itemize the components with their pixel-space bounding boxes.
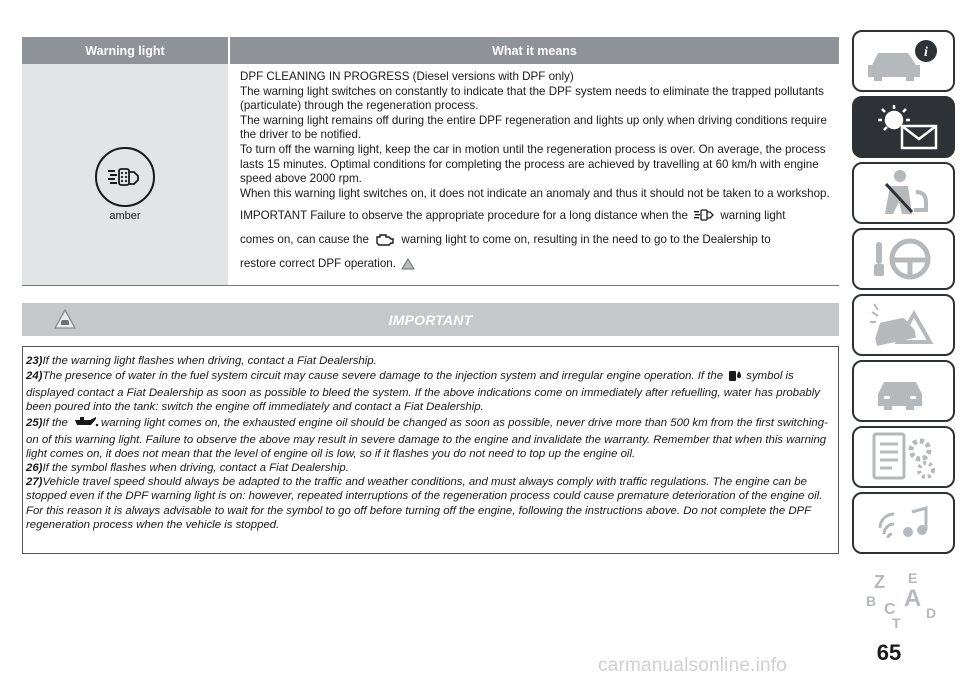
tab-technical-data[interactable] [852, 426, 955, 488]
engine-icon [374, 232, 396, 253]
note-24 [26, 368, 832, 414]
note-text: The presence of water in the fuel system circuit may cause severe damage to the injection system and irregular engine operation. If the [42, 370, 724, 383]
meaning-line: When this warning light switches on, it does not indicate an anomaly and thus it should not be taken to a workshop. [240, 186, 830, 200]
page-number: 65 [876, 640, 902, 665]
warning-triangle-icon [54, 309, 76, 334]
multimedia-icon [864, 498, 944, 548]
note-text: If the symbol flashes when driving, contact a Fiat Dealership. [42, 462, 349, 475]
meaning-line: DPF CLEANING IN PROGRESS (Diesel versions with DPF only) [240, 70, 574, 83]
note-text: symbol is displayed contact a Fiat Dealership as soon as possible to bleed the system. If the above indications come on immediately after refuelling, water has probably been poured into the tank: switch the engine off immediately and contact a Fiat Dealership. [26, 370, 820, 414]
important-text: warning light [720, 209, 786, 223]
note-text: Vehicle travel speed should always be adapted to the traffic and weather conditions, and must always comply with traffic regulations. The engine can be stopped even if the DPF warning light is on: however, repeated interruptions of the regeneration process could cause premature deterioration of the engine oil. For this reason it is always advisable to wait for the symbol to go off before turning off the engine, following the instructions above. Do not complete the DPF regeneration process when the vehicle is stopped. [26, 476, 823, 531]
important-notes [22, 346, 839, 554]
table-header [22, 37, 839, 64]
important-title: IMPORTANT [388, 311, 473, 328]
index-letter: E [908, 570, 918, 586]
note-27 [26, 475, 832, 532]
car-info-icon [864, 37, 944, 85]
lamp-color-label: amber [109, 210, 141, 222]
note-text: If the [42, 416, 68, 429]
note-text: If the warning light flashes when driving, contact a Fiat Dealership. [42, 355, 377, 367]
warning-lights-icon [864, 102, 944, 152]
safety-icon [864, 168, 944, 218]
dpf-icon [693, 208, 715, 229]
warning-light-table [22, 37, 839, 286]
meaning-cell [230, 64, 839, 285]
index-letter: T [892, 615, 901, 628]
index-letter: B [866, 593, 877, 609]
important-header [22, 303, 839, 336]
meaning-line: The warning light remains off during the entire DPF regeneration and lights up only when driving conditions require the driver to be notified. [240, 113, 827, 142]
header-what-it-means: What it means [492, 43, 577, 58]
technical-data-icon [864, 430, 944, 484]
maintenance-icon [864, 366, 944, 416]
svg-text:i: i [923, 45, 928, 60]
tab-warning-lights[interactable] [852, 96, 955, 158]
tab-car-info[interactable] [852, 30, 955, 92]
note-number: 26) [26, 462, 43, 475]
tab-multimedia[interactable] [852, 492, 955, 554]
important-text: warning light to come on, resulting in the need to go to the Dealership to [401, 233, 771, 247]
meaning-line: To turn off the warning light, keep the car in motion until the regeneration process is over. On average, the process lasts 15 minutes. Optimal conditions for completing the process are achieved by travelling at 60 km/h with engine speed above 2000 rpm. [240, 142, 826, 186]
driving-icon [864, 234, 944, 284]
note-number: 24) [26, 370, 43, 383]
tab-maintenance[interactable] [852, 360, 955, 422]
note-23 [26, 354, 832, 368]
emergency-icon [864, 300, 944, 350]
index-letter: Z [874, 572, 885, 592]
tab-safety[interactable] [852, 162, 955, 224]
index-letter: D [926, 605, 937, 621]
important-text: restore correct DPF operation. [240, 257, 396, 271]
note-number: 23) [26, 355, 43, 367]
warning-light-cell [22, 64, 230, 285]
alphabetical-index-icon [852, 566, 955, 628]
fuel-water-icon [728, 368, 744, 386]
dpf-warning-icon [95, 147, 155, 207]
note-26 [26, 461, 832, 475]
tab-emergency[interactable] [852, 294, 955, 356]
important-text: comes on, can cause the [240, 233, 369, 247]
note-number: 25) [26, 416, 43, 429]
warning-triangle-icon [401, 256, 415, 277]
oil-can-icon [73, 415, 99, 433]
table-row [22, 64, 839, 286]
note-25 [26, 415, 832, 461]
index-letter: A [904, 585, 922, 612]
header-warning-light: Warning light [22, 37, 230, 64]
chapter-sidebar [852, 30, 955, 558]
important-inline-note [240, 205, 835, 277]
tab-driving[interactable] [852, 228, 955, 290]
important-text: IMPORTANT Failure to observe the appropriate procedure for a long distance when the [240, 209, 688, 223]
meaning-line: The warning light switches on constantly to indicate that the DPF system needs to eliminate the trapped pollutants (particulate) through the regeneration process. [240, 84, 824, 113]
note-number: 27) [26, 476, 43, 489]
note-text: warning light comes on, the exhausted engine oil should be changed as soon as possible, never drive more than 500 km from the first switching-on of this warning light. Failure to observe the above may result in severe damage to the engine and invalidate the warranty. Remember that when this warning light comes on, it does not mean that the level of engine oil is low, so if it flashes you do not need to top up the engine oil. [26, 416, 828, 460]
watermark: carmanualsonline.info [598, 655, 788, 676]
tab-index[interactable] [852, 566, 955, 628]
index-letter: C [884, 601, 896, 618]
